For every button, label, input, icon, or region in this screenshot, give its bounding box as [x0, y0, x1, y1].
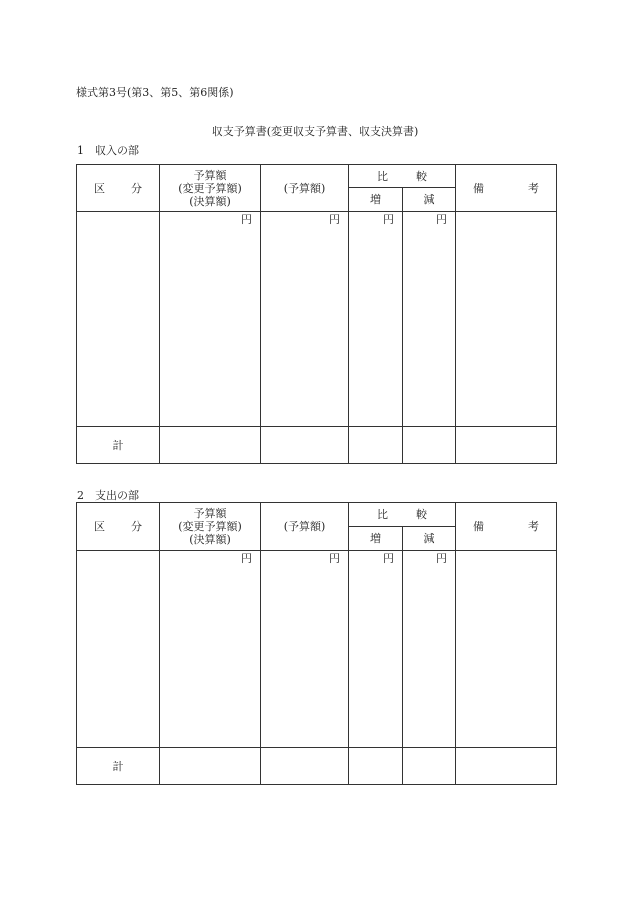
- body-cell-category: [77, 212, 160, 427]
- header-comparison: 比 較: [349, 503, 456, 527]
- unit-label: 円: [160, 551, 261, 748]
- section-number: 2: [77, 489, 84, 502]
- header-remarks: 備 考: [456, 165, 557, 212]
- header-budget-amount: 予算額 (変更予算額) (決算額): [160, 503, 261, 551]
- header-comparison: 比 較: [349, 165, 456, 188]
- header-remarks: 備 考: [456, 503, 557, 551]
- unit-label: 円: [160, 212, 261, 427]
- section-title: 支出の部: [95, 489, 139, 502]
- unit-label: 円: [403, 212, 456, 427]
- section-label-income: [77, 142, 139, 158]
- header-budget-amount: 予算額 (変更予算額) (決算額): [160, 165, 261, 212]
- body-cell-category: [77, 551, 160, 748]
- unit-label: 円: [349, 212, 403, 427]
- total-cell: [349, 427, 403, 464]
- total-cell: [160, 427, 261, 464]
- header-category: 区 分: [77, 503, 160, 551]
- total-cell: [403, 748, 456, 785]
- expense-table: [76, 502, 557, 785]
- document-title: 収支予算書(変更収支予算書、収支決算書): [211, 125, 419, 138]
- total-cell: [349, 748, 403, 785]
- form-number: 様式第3号(第3、第5、第6関係): [76, 86, 234, 99]
- total-label: 計: [77, 748, 160, 785]
- income-table: [76, 164, 557, 464]
- total-cell: [160, 748, 261, 785]
- section-label-expense: [77, 487, 139, 503]
- section-title: 収入の部: [95, 144, 139, 157]
- total-cell: [456, 748, 557, 785]
- header-category: 区 分: [77, 165, 160, 212]
- header-decrease: 減: [403, 527, 456, 551]
- body-cell-remarks: [456, 212, 557, 427]
- unit-label: 円: [261, 551, 349, 748]
- unit-label: 円: [261, 212, 349, 427]
- section-number: 1: [77, 144, 84, 157]
- total-cell: [261, 427, 349, 464]
- unit-label: 円: [349, 551, 403, 748]
- total-cell: [261, 748, 349, 785]
- body-cell-remarks: [456, 551, 557, 748]
- header-increase: 増: [349, 527, 403, 551]
- total-label: 計: [77, 427, 160, 464]
- header-decrease: 減: [403, 188, 456, 212]
- unit-label: 円: [403, 551, 456, 748]
- total-cell: [403, 427, 456, 464]
- header-budget-ref: (予算額): [261, 503, 349, 551]
- total-cell: [456, 427, 557, 464]
- header-budget-ref: (予算額): [261, 165, 349, 212]
- header-increase: 増: [349, 188, 403, 212]
